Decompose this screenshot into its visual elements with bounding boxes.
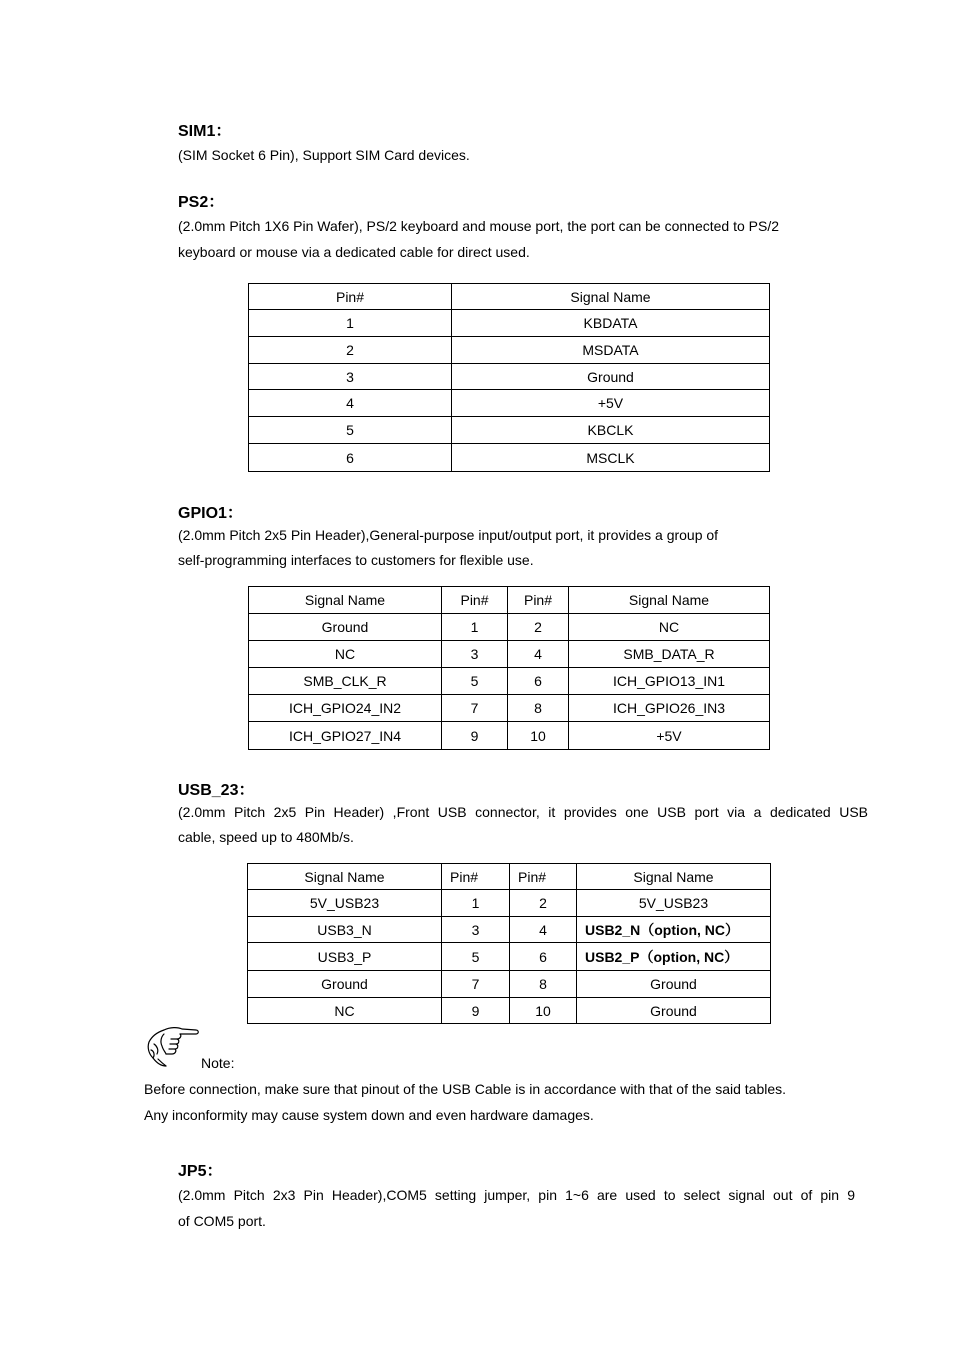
pin-number: 1 bbox=[442, 890, 510, 917]
signal-name: +5V bbox=[452, 390, 770, 417]
signal-name: ICH_GPIO27_IN4 bbox=[249, 722, 442, 750]
column-header: Pin# bbox=[508, 587, 569, 614]
note-text-line1: Before connection, make sure that pinout of the USB Cable is in accordance with that of the said tables. bbox=[144, 1081, 787, 1097]
pin-number: 6 bbox=[249, 444, 452, 472]
signal-name: 5V_USB23 bbox=[248, 890, 442, 917]
usb23-description-line1: (2.0mm Pitch 2x5 Pin Header) ,Front USB connector, it provides one USB port via a dedicated USB bbox=[178, 804, 868, 820]
pin-number: 8 bbox=[510, 971, 577, 998]
pin-number: 5 bbox=[249, 417, 452, 444]
table-header-row bbox=[249, 284, 770, 310]
signal-name: ICH_GPIO24_IN2 bbox=[249, 695, 442, 722]
jp5-description-line1: (2.0mm Pitch 2x3 Pin Header),COM5 setting jumper, pin 1~6 are used to select signal out of pin 9 bbox=[178, 1187, 855, 1203]
sim1-description: (SIM Socket 6 Pin), Support SIM Card devices. bbox=[178, 147, 470, 163]
pin-number: 7 bbox=[442, 971, 510, 998]
gpio1-description-line1: (2.0mm Pitch 2x5 Pin Header),General-purpose input/output port, it provides a group of bbox=[178, 527, 719, 543]
signal-name: ICH_GPIO26_IN3 bbox=[569, 695, 770, 722]
ps2-description-line2: keyboard or mouse via a dedicated cable for direct used. bbox=[178, 244, 530, 260]
pin-number: 5 bbox=[442, 668, 508, 695]
signal-name: MSCLK bbox=[452, 444, 770, 472]
pin-number: 4 bbox=[510, 917, 577, 943]
column-header: Signal Name bbox=[452, 284, 770, 310]
signal-name: NC bbox=[248, 998, 442, 1024]
table-row bbox=[249, 417, 770, 444]
pin-number: 3 bbox=[442, 641, 508, 668]
pin-number: 10 bbox=[510, 998, 577, 1024]
pin-number: 3 bbox=[442, 917, 510, 943]
note-text-line2: Any inconformity may cause system down and even hardware damages. bbox=[144, 1107, 594, 1123]
pin-number: 1 bbox=[442, 614, 508, 641]
signal-name: Ground bbox=[577, 998, 771, 1024]
column-header: Signal Name bbox=[248, 864, 442, 890]
pin-number: 9 bbox=[442, 722, 508, 750]
pin-number: 6 bbox=[508, 668, 569, 695]
jp5-description-line2: of COM5 port. bbox=[178, 1213, 266, 1229]
column-header: Pin# bbox=[249, 284, 452, 310]
pin-number: 4 bbox=[508, 641, 569, 668]
pin-number: 7 bbox=[442, 695, 508, 722]
pin-number: 6 bbox=[510, 943, 577, 971]
column-header: Pin# bbox=[442, 587, 508, 614]
pin-number: 2 bbox=[508, 614, 569, 641]
table-row bbox=[249, 310, 770, 337]
jp5-heading: JP5： bbox=[178, 1163, 223, 1180]
table-row bbox=[249, 668, 770, 695]
signal-name: MSDATA bbox=[452, 337, 770, 364]
usb23-description-line2: cable, speed up to 480Mb/s. bbox=[178, 829, 354, 845]
table-row bbox=[249, 614, 770, 641]
pin-number: 4 bbox=[249, 390, 452, 417]
signal-name: 5V_USB23 bbox=[577, 890, 771, 917]
signal-name: USB2_P（option, NC） bbox=[577, 943, 771, 971]
signal-name: Ground bbox=[577, 971, 771, 998]
signal-name: NC bbox=[569, 614, 770, 641]
signal-name: SMB_CLK_R bbox=[249, 668, 442, 695]
table-header-row bbox=[248, 864, 771, 890]
signal-name: ICH_GPIO13_IN1 bbox=[569, 668, 770, 695]
ps2-heading: PS2： bbox=[178, 194, 225, 211]
column-header: Signal Name bbox=[569, 587, 770, 614]
sim1-heading: SIM1： bbox=[178, 123, 232, 140]
usb23-pin-table bbox=[247, 863, 771, 1024]
signal-name: NC bbox=[249, 641, 442, 668]
gpio1-pin-table bbox=[248, 586, 770, 750]
pin-number: 2 bbox=[510, 890, 577, 917]
table-row bbox=[249, 337, 770, 364]
column-header: Pin# bbox=[510, 864, 577, 890]
signal-name: Ground bbox=[452, 364, 770, 390]
signal-name: USB3_P bbox=[248, 943, 442, 971]
signal-name: USB3_N bbox=[248, 917, 442, 943]
table-row bbox=[248, 998, 771, 1024]
table-row bbox=[248, 890, 771, 917]
table-row bbox=[249, 444, 770, 472]
table-row bbox=[249, 722, 770, 750]
table-row bbox=[249, 390, 770, 417]
signal-name: USB2_N（option, NC） bbox=[577, 917, 771, 943]
pin-number: 3 bbox=[249, 364, 452, 390]
note-label: Note: bbox=[201, 1055, 235, 1071]
ps2-pin-table bbox=[248, 283, 770, 472]
signal-name: KBDATA bbox=[452, 310, 770, 337]
signal-name: KBCLK bbox=[452, 417, 770, 444]
gpio1-heading: GPIO1： bbox=[178, 505, 243, 522]
signal-name: Ground bbox=[249, 614, 442, 641]
table-row bbox=[248, 943, 771, 971]
table-header-row bbox=[249, 587, 770, 614]
pin-number: 10 bbox=[508, 722, 569, 750]
signal-name: Ground bbox=[248, 971, 442, 998]
usb23-heading: USB_23： bbox=[178, 782, 255, 799]
signal-name: +5V bbox=[569, 722, 770, 750]
pin-number: 1 bbox=[249, 310, 452, 337]
column-header: Signal Name bbox=[249, 587, 442, 614]
table-row bbox=[249, 695, 770, 722]
pin-number: 5 bbox=[442, 943, 510, 971]
pin-number: 9 bbox=[442, 998, 510, 1024]
table-row bbox=[248, 971, 771, 998]
ps2-description-line1: (2.0mm Pitch 1X6 Pin Wafer), PS/2 keyboard and mouse port, the port can be connected to PS/2 bbox=[178, 218, 780, 234]
gpio1-description-line2: self-programming interfaces to customers for flexible use. bbox=[178, 552, 534, 568]
column-header: Pin# bbox=[442, 864, 510, 890]
table-row bbox=[248, 917, 771, 943]
signal-name: SMB_DATA_R bbox=[569, 641, 770, 668]
pin-number: 2 bbox=[249, 337, 452, 364]
table-row bbox=[249, 641, 770, 668]
pin-number: 8 bbox=[508, 695, 569, 722]
table-row bbox=[249, 364, 770, 390]
pointing-hand-icon bbox=[144, 1024, 200, 1070]
column-header: Signal Name bbox=[577, 864, 771, 890]
